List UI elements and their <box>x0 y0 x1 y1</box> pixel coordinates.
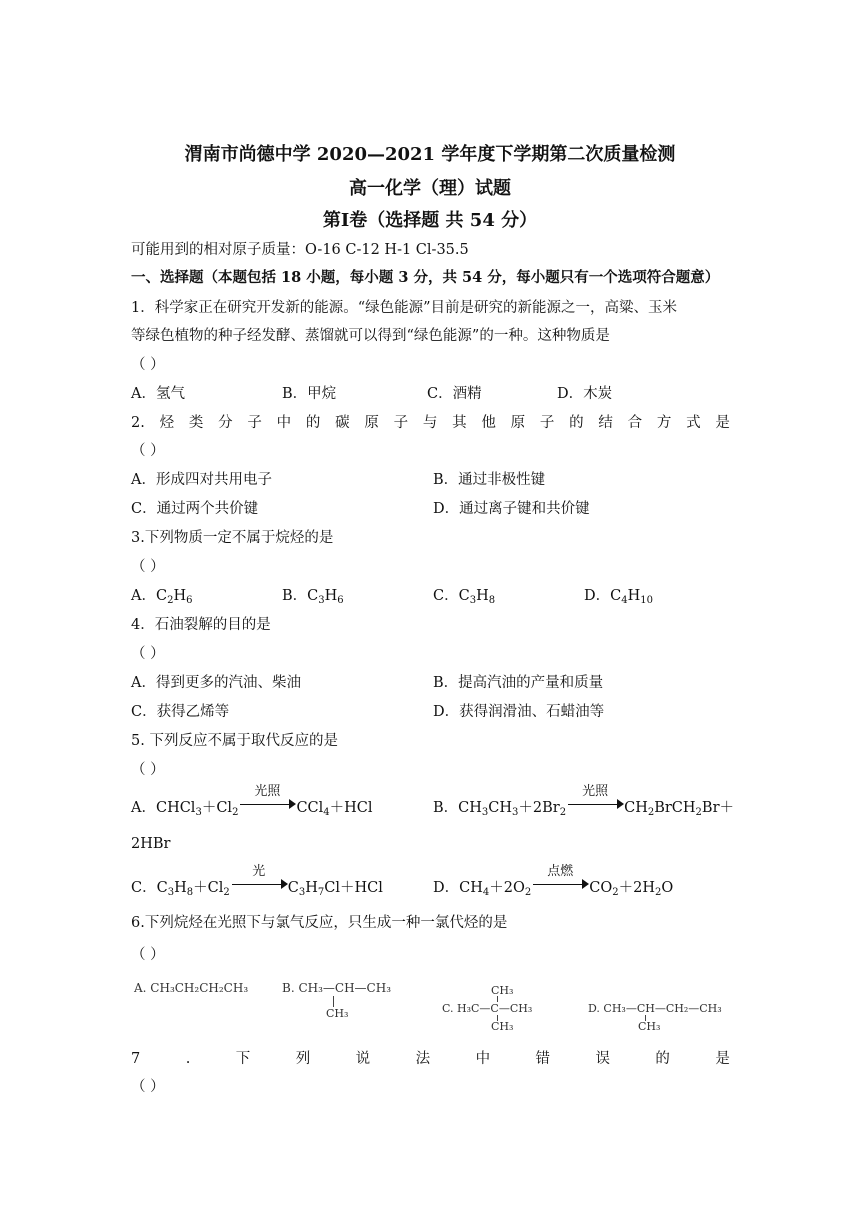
q5-option-b-continued: 2HBr <box>131 836 171 852</box>
reaction-arrow-icon <box>230 864 288 892</box>
q3-option-b: B．$C_3H_6$ <box>282 588 344 606</box>
q2-char: 烃 <box>159 415 175 431</box>
q7-char: 法 <box>415 1051 431 1067</box>
reaction-arrow-icon <box>566 784 624 812</box>
q2-char: 合 <box>627 415 643 431</box>
q7-char: 说 <box>355 1051 371 1067</box>
q3-option-d: D．$C_4H_{10}$ <box>584 588 653 606</box>
q2-char: 2. <box>131 415 145 431</box>
q2-stem <box>131 413 730 433</box>
q6-stem: 6.下列烷烃在光照下与氯气反应，只生成一种一氯代烃的是 <box>131 915 508 931</box>
q7-char: 7 <box>131 1051 141 1067</box>
q1-option-b: B．甲烷 <box>282 386 337 402</box>
q2-char: 子 <box>539 415 555 431</box>
q2-char: 碳 <box>335 415 350 431</box>
exam-title: 渭南市尚德中学 2020—2021 学年度下学期第二次质量检测 <box>184 144 676 165</box>
q3-option-a: A．$C_2H_6$ <box>131 588 193 606</box>
q6-option-c: C. H₃C—C—CH₃ <box>442 1002 533 1015</box>
q5-option-d: D．$CH_4+2O_2$ 点燃 $CO_2+2H_2O$ <box>433 864 674 898</box>
q7-char: 是 <box>715 1051 730 1067</box>
q7-char: 中 <box>475 1051 491 1067</box>
q2-option-a: A．形成四对共用电子 <box>131 472 272 488</box>
q4-stem: 4．石油裂解的目的是 <box>131 617 271 633</box>
q2-char: 中 <box>276 415 292 431</box>
q2-char: 与 <box>422 415 438 431</box>
q5-blank: （ ） <box>131 762 165 778</box>
bond-line <box>333 996 334 1007</box>
q5-option-b: B．$CH_3CH_3+2Br_2$ 光照 $CH_2BrCH_2Br+$ <box>433 784 735 818</box>
q2-option-b: B．通过非极性键 <box>433 472 546 488</box>
q1-stem-line1: 1．科学家正在研究开发新的能源。“绿色能源”目前是研究的新能源之一，高粱、玉米 <box>131 300 678 316</box>
q5-option-c: C．$C_3H_8+Cl_2$ 光 $C_3H_7Cl+HCl$ <box>131 864 383 898</box>
q2-char: 其 <box>452 415 467 431</box>
q2-char: 的 <box>305 415 321 431</box>
q6-option-c-bottom: CH₃ <box>491 1020 514 1033</box>
q3-stem: 3.下列物质一定不属于烷烃的是 <box>131 530 334 546</box>
q7-char: 错 <box>535 1051 551 1067</box>
q5-stem: 5. 下列反应不属于取代反应的是 <box>131 733 338 749</box>
reaction-condition: 光照 <box>254 784 281 799</box>
q2-char: 子 <box>393 415 409 431</box>
atomic-mass-note: 可能用到的相对原子质量：O-16 C-12 H-1 Cl-35.5 <box>131 242 469 258</box>
q1-option-a: A．氢气 <box>131 386 185 402</box>
reaction-arrow-icon <box>531 864 589 892</box>
q4-option-c: C．获得乙烯等 <box>131 704 230 720</box>
q7-char: 误 <box>595 1051 610 1067</box>
q1-option-d: D．木炭 <box>557 386 613 402</box>
reaction-condition: 光 <box>252 864 266 879</box>
q1-option-c: C．酒精 <box>427 386 482 402</box>
q2-blank: （ ） <box>131 443 165 459</box>
q6-option-a: A. CH₃CH₂CH₂CH₃ <box>134 981 249 995</box>
q7-stem <box>131 1049 730 1069</box>
q4-option-a: A．得到更多的汽油、柴油 <box>131 675 301 691</box>
q3-blank: （ ） <box>131 559 165 575</box>
q1-blank: （ ） <box>131 357 165 373</box>
q6-option-d: D. CH₃—CH—CH₂—CH₃ <box>588 1002 722 1015</box>
q2-option-c: C．通过两个共价键 <box>131 501 259 517</box>
q1-stem-line2: 等绿色植物的种子经发酵、蒸馏就可以得到“绿色能源”的一种。这种物质是 <box>131 328 610 344</box>
q4-blank: （ ） <box>131 646 165 662</box>
part-heading: 一、选择题（本题包括 18 小题，每小题 3 分，共 54 分，每小题只有一个选项符合题意） <box>131 269 720 286</box>
q7-char: 列 <box>295 1051 311 1067</box>
q7-blank: （ ） <box>131 1079 165 1095</box>
q2-char: 子 <box>247 415 262 431</box>
q2-char: 是 <box>715 415 730 431</box>
q4-option-d: D．获得润滑油、石蜡油等 <box>433 704 605 720</box>
q5-option-a: A．$CHCl_3+Cl_2$ 光照 CCl$_4$＋HCl <box>131 784 373 818</box>
q2-char: 方 <box>656 415 672 431</box>
q6-option-b: B. CH₃—CH—CH₃ <box>282 981 392 995</box>
q2-option-d: D．通过离子键和共价键 <box>433 501 590 517</box>
q2-char: 的 <box>569 415 584 431</box>
q2-char: 式 <box>686 415 701 431</box>
exam-subtitle: 高一化学（理）试题 <box>349 178 511 199</box>
reaction-condition: 光照 <box>582 784 609 799</box>
q3-option-c: C．$C_3H_8$ <box>433 588 496 606</box>
q2-char: 原 <box>364 415 379 431</box>
q2-char: 类 <box>188 415 204 431</box>
reaction-arrow-icon <box>238 784 296 812</box>
section-title: 第Ⅰ卷（选择题 共 54 分） <box>322 210 538 231</box>
q2-char: 结 <box>598 415 613 431</box>
q6-option-d-branch: CH₃ <box>638 1020 661 1033</box>
q2-char: 原 <box>510 415 526 431</box>
q6-option-c-top: CH₃ <box>491 984 514 997</box>
reaction-condition: 点燃 <box>547 864 574 879</box>
q2-char: 他 <box>481 415 496 431</box>
q4-option-b: B．提高汽油的产量和质量 <box>433 675 604 691</box>
q6-blank: （ ） <box>131 947 165 963</box>
q6-option-b-branch: CH₃ <box>326 1007 349 1020</box>
q7-char: 下 <box>235 1051 251 1067</box>
q7-char: . <box>185 1051 191 1067</box>
q2-char: 分 <box>218 415 233 431</box>
q7-char: 的 <box>655 1051 670 1067</box>
